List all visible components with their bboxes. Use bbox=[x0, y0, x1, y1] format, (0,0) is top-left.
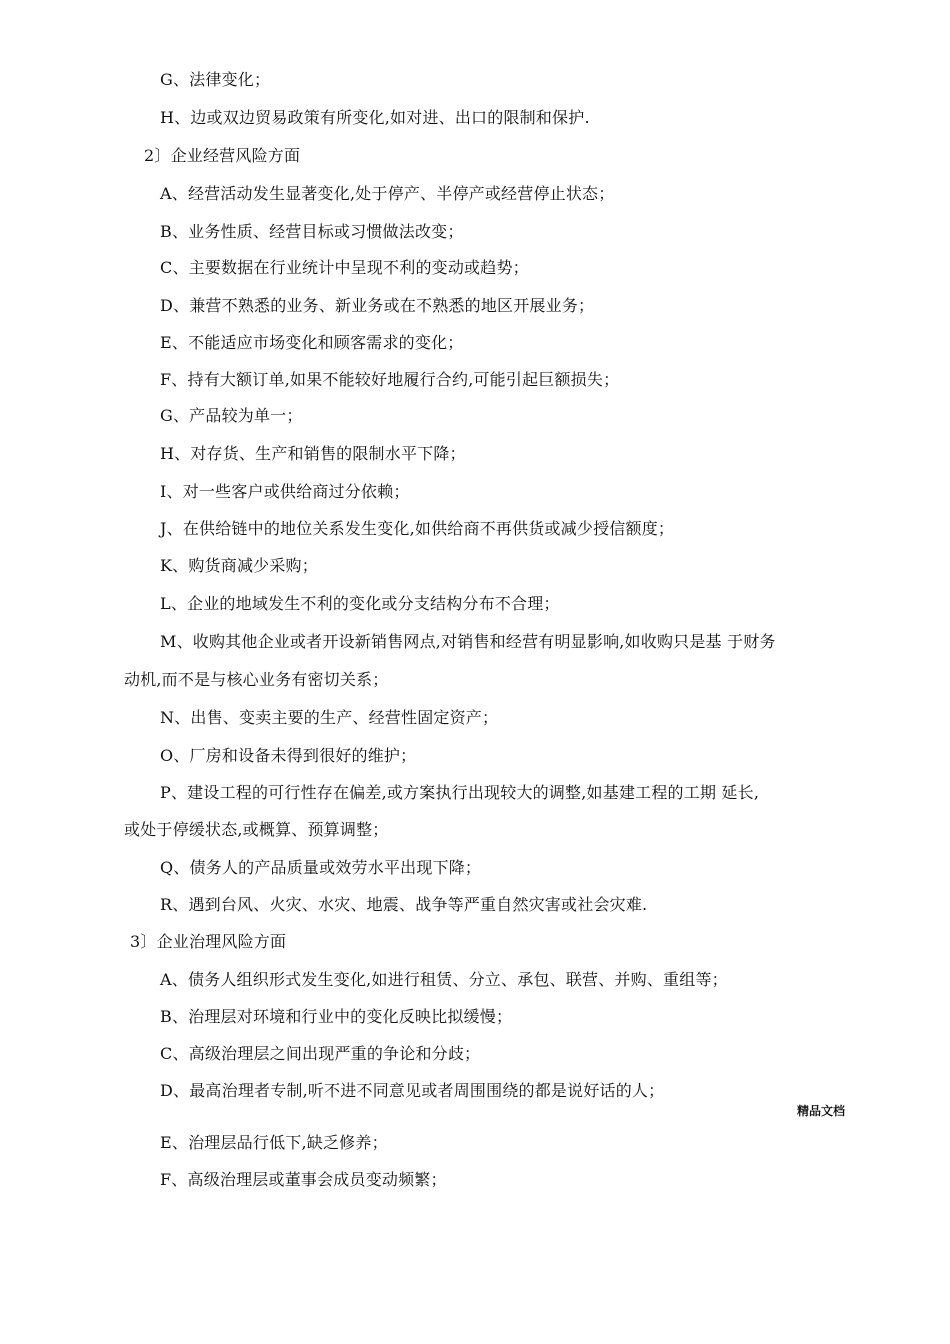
list-item-l: L、企业的地域发生不利的变化或分支结构分布不合理； bbox=[160, 594, 560, 613]
list-item-d: D、兼营不熟悉的业务、新业务或在不熟悉的地区开展业务； bbox=[160, 296, 595, 315]
page-footer-label: 精品文档 bbox=[797, 1104, 846, 1118]
list-item-c: C、主要数据在行业统计中呈现不利的变动或趋势； bbox=[160, 258, 529, 277]
list-item-p: P、建设工程的可行性存在偏差,或方案执行出现较大的调整,如基建工程的工期 延长, bbox=[160, 783, 760, 802]
list-item-g: G、产品较为单一； bbox=[160, 406, 303, 425]
list-item-b: B、业务性质、经营目标或习惯做法改变； bbox=[160, 222, 464, 241]
list-item-b-governance: B、治理层对环境和行业中的变化反映比拟缓慢； bbox=[160, 1007, 513, 1026]
list-item-m: M、收购其他企业或者开设新销售网点,对销售和经营有明显影响,如收购只是基 于财务 bbox=[160, 632, 776, 651]
list-item-j: J、在供给链中的地位关系发生变化,如供给商不再供货或减少授信额度； bbox=[160, 519, 675, 538]
list-item-f: F、持有大额订单,如果不能较好地履行合约,可能引起巨额损失； bbox=[160, 370, 620, 389]
list-item-m-continued: 动机,而不是与核心业务有密切关系； bbox=[124, 670, 389, 689]
list-item-h-trade-policy: H、边或双边贸易政策有所变化,如对进、出口的限制和保护. bbox=[160, 108, 590, 127]
list-item-p-continued: 或处于停缓状态,或概算、预算调整； bbox=[124, 820, 389, 839]
section-heading-3: 3〕企业治理风险方面 bbox=[130, 932, 287, 951]
section-heading-2: 2〕企业经营风险方面 bbox=[144, 146, 301, 165]
list-item-n: N、出售、变卖主要的生产、经营性固定资产； bbox=[160, 708, 499, 727]
list-item-k: K、购货商减少采购； bbox=[160, 556, 318, 575]
list-item-a: A、经营活动发生显著变化,处于停产、半停产或经营停止状态； bbox=[160, 184, 615, 203]
list-item-d-governance: D、最高治理者专制,听不进不同意见或者周围围绕的都是说好话的人； bbox=[160, 1081, 665, 1100]
list-item-o: O、厂房和设备未得到很好的维护； bbox=[160, 746, 417, 765]
list-item-e-governance: E、治理层品行低下,缺乏修养； bbox=[160, 1133, 388, 1152]
list-item-h: H、对存货、生产和销售的限制水平下降； bbox=[160, 444, 466, 463]
list-item-g-law: G、法律变化； bbox=[160, 70, 271, 89]
list-item-c-governance: C、高级治理层之间出现严重的争论和分歧； bbox=[160, 1044, 481, 1063]
list-item-r: R、遇到台风、火灾、水灾、地震、战争等严重自然灾害或社会灾难. bbox=[160, 895, 648, 914]
list-item-f-governance: F、高级治理层或董事会成员变动频繁； bbox=[160, 1170, 447, 1189]
list-item-e: E、不能适应市场变化和顾客需求的变化； bbox=[160, 333, 464, 352]
list-item-q: Q、债务人的产品质量或效劳水平出现下降； bbox=[160, 858, 482, 877]
list-item-a-governance: A、债务人组织形式发生变化,如进行租赁、分立、承包、联营、并购、重组等； bbox=[160, 970, 728, 989]
list-item-i: I、对一些客户或供给商过分依赖； bbox=[160, 482, 410, 501]
